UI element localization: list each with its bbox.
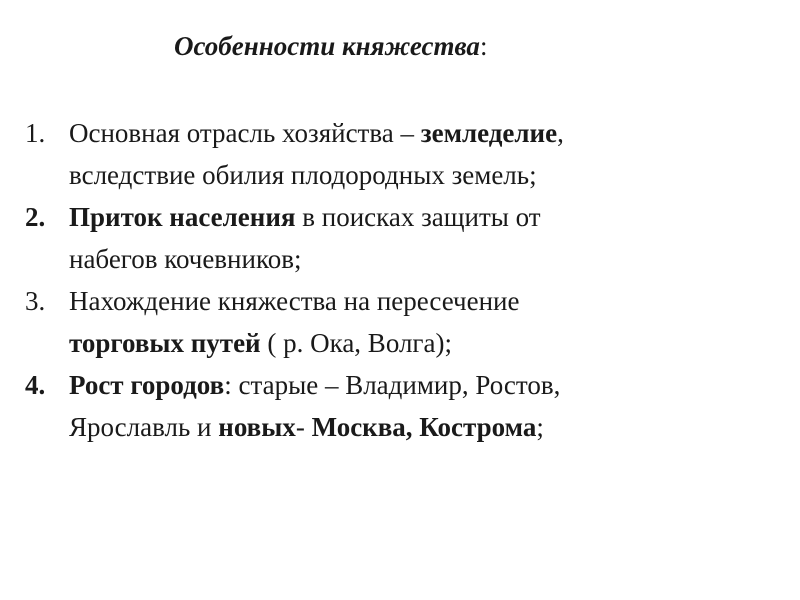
item-emphasis: новых [218,412,296,442]
item-emphasis: Рост городов [69,370,225,400]
item-text: , [557,118,564,148]
item-number: 3. [25,286,46,316]
item-emphasis: торговых путей [69,328,261,358]
item-line [0,364,800,406]
item-line: Нахождение княжества на пересечение [69,286,520,316]
item-line [0,406,800,448]
slide-title [174,28,487,64]
features-list [0,112,800,448]
item-line [0,322,800,364]
item-emphasis: Москва, Кострома [311,412,537,442]
item-text: ; [536,412,544,442]
item-text: Основная отрасль хозяйства – [69,118,421,148]
item-text: - [295,412,312,442]
title-colon: : [479,31,488,61]
title-text: Особенности княжества [174,31,480,61]
item-text: : старые – Владимир, Ростов, [224,370,561,400]
item-text: в поисках защиты от [295,202,541,232]
list-item-1 [0,112,800,196]
item-line [0,112,800,154]
item-emphasis: Приток населения [69,202,296,232]
list-item-2 [0,196,800,280]
item-number: 2. [25,202,46,232]
item-number: 1. [25,118,46,148]
item-number: 4. [25,370,46,400]
item-line: набегов кочевников; [69,244,302,274]
list-item-4 [0,364,800,448]
list-item-3 [0,280,800,364]
item-emphasis: земледелие [420,118,558,148]
item-text: ( р. Ока, Волга); [260,328,452,358]
item-line [0,196,800,238]
item-text: Ярославль и [69,412,219,442]
item-line: вследствие обилия плодородных земель; [69,160,537,190]
